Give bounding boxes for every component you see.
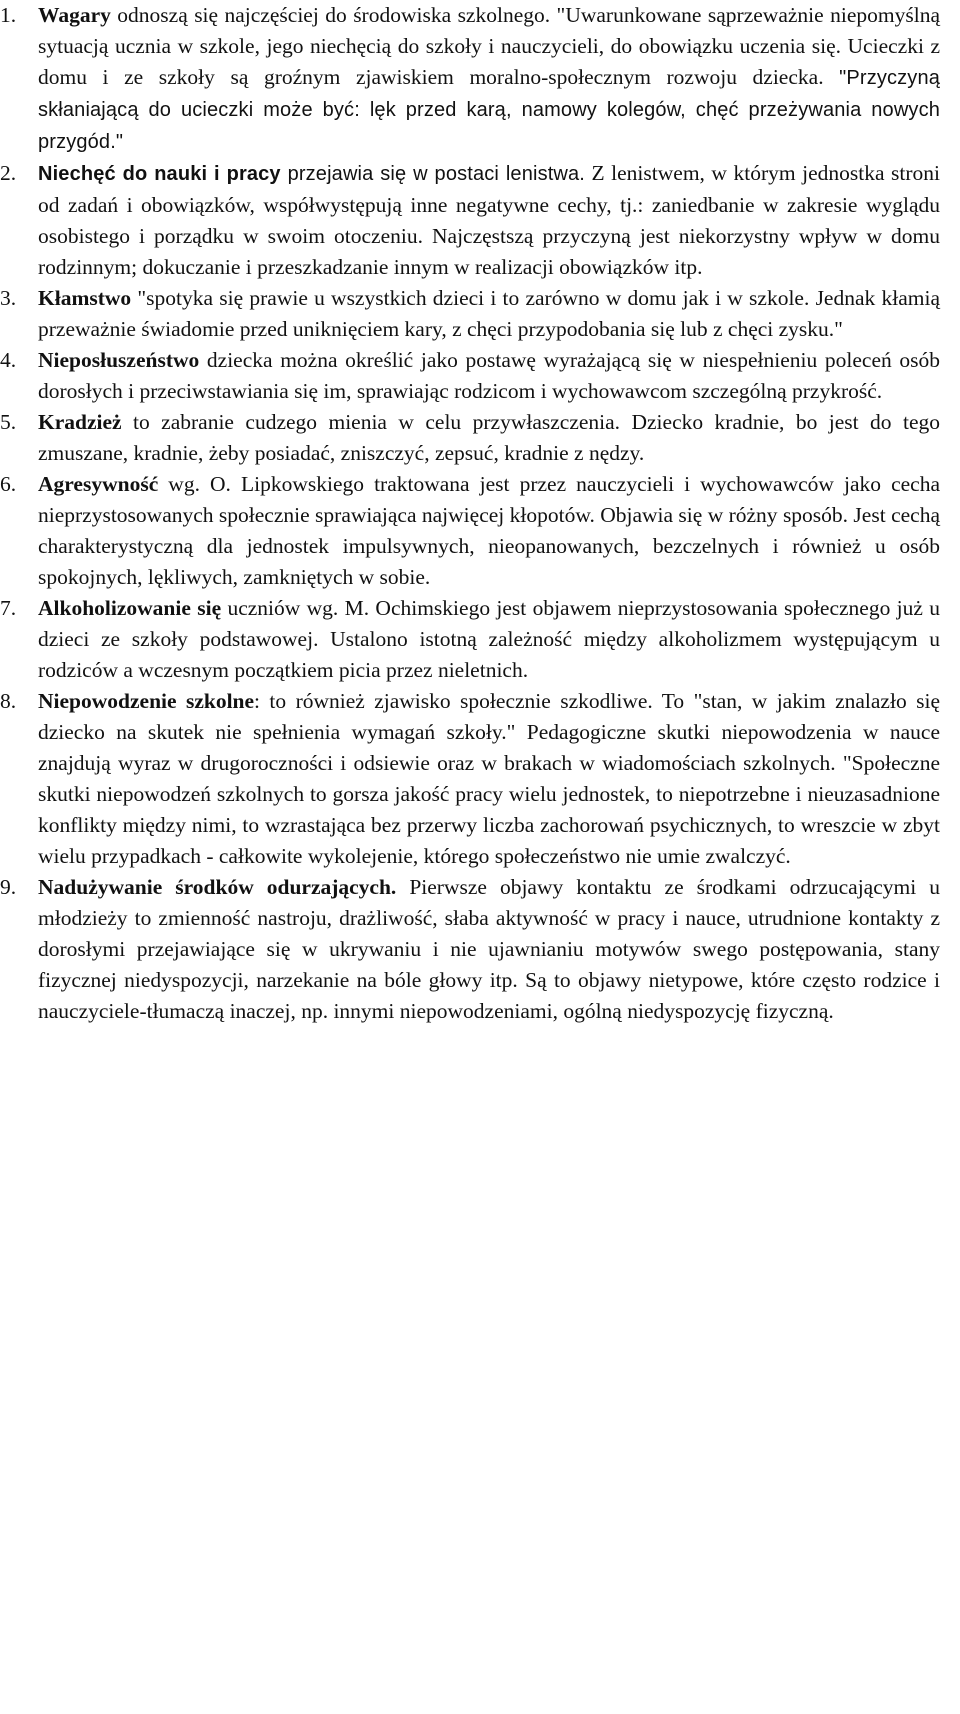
list-item-7 xyxy=(0,593,940,686)
item-text: odnoszą się najczęściej do środowiska szkolnego. "Uwarunkowane sąprzeważnie niepomyślną sytuacją ucznia w szkole, jego niechęcią do szkoły i nauczycieli, do obowiązku uczenia się. Ucieczki z domu i ze szkoły są groźnym zjawiskiem moralno-społecznym rozwoju dziecka. xyxy=(38,3,940,89)
list-item-1 xyxy=(0,0,940,158)
item-body xyxy=(38,593,940,686)
item-term: Niechęć do nauki i pracy xyxy=(38,163,281,185)
item-text: to zabranie cudzego mienia w celu przywłaszczenia. Dziecko kradnie, bo jest do tego zmuszane, kradnie, żeby posiadać, zniszczyć, zepsuć, kradnie z nędzy. xyxy=(38,410,940,465)
list-item-9 xyxy=(0,872,940,1027)
item-term: Wagary xyxy=(38,3,111,27)
item-body xyxy=(38,0,940,158)
item-body xyxy=(38,686,940,872)
item-term: Nadużywanie środków odurzających. xyxy=(38,875,397,899)
item-term: Nieposłuszeństwo xyxy=(38,348,200,372)
item-number: 8. xyxy=(0,689,17,713)
list-item-5 xyxy=(0,407,940,469)
list-item-6 xyxy=(0,469,940,593)
item-body xyxy=(38,345,940,407)
item-text: wg. O. Lipkowskiego traktowana jest przez nauczycieli i wychowawców jako cecha nieprzystosowanych społecznie sprawiająca najwięcej kłopotów. Objawia się w różny sposób. Jest cechą charakterystyczną dla jednostek impulsywnych, nieopanowanych, bezczelnych i również u osób spokojnych, lękliwych, zamkniętych w sobie. xyxy=(38,472,940,589)
list-item-8 xyxy=(0,686,940,872)
item-number: 7. xyxy=(0,596,17,620)
item-text-lead: przejawia się w postaci lenistwa. xyxy=(280,163,585,185)
list-item-4 xyxy=(0,345,940,407)
item-number: 5. xyxy=(0,410,17,434)
item-number: 6. xyxy=(0,472,17,496)
item-number: 1. xyxy=(0,3,17,27)
item-body xyxy=(38,872,940,1027)
item-term: Agresywność xyxy=(38,472,159,496)
item-body xyxy=(38,469,940,593)
list-item-3 xyxy=(0,283,940,345)
item-number: 9. xyxy=(0,875,17,899)
item-term: Niepowodzenie szkolne xyxy=(38,689,255,713)
item-number: 2. xyxy=(0,161,17,185)
item-body xyxy=(38,158,940,283)
item-text: : to również zjawisko społecznie szkodliwe. To "stan, w jakim znalazło się dziecko na skutek nie spełnienia wymagań szkoły." Pedagogiczne skutki niepowodzenia w nauce znajdują wyraz w drugoroczności i odsiewie oraz w brakach w wiadomościach szkolnych. "Społeczne skutki niepowodzeń szkolnych to gorsza jakość pracy wielu jednostek, to niepotrzebne i nieuzasadnione konflikty między nimi, to wzrastająca bez przerwy liczba zachorowań psychicznych, to wreszcie w zbyt wielu przypadkach - całkowite wykolejenie, którego społeczeństwo nie umie zwalczyć. xyxy=(38,689,940,868)
item-term: Kradzież xyxy=(38,410,122,434)
list-item-2 xyxy=(0,158,940,283)
item-text: Z lenistwem, w którym jednostka stroni od zadań i obowiązków, współwystępują inne negatywne cechy, tj.: zaniedbanie w zakresie wyglądu osobistego i porządku w swoim otoczeniu. Najczęstszą przyczyną jest niekorzystny wpływ w domu rodzinnym; dokuczanie i przeszkadzanie innym w realizacji obowiązków itp. xyxy=(38,161,940,279)
item-body xyxy=(38,407,940,469)
item-text: Pierwsze objawy kontaktu ze środkami odrzucającymi u młodzieży to zmienność nastroju, drażliwość, słaba aktywność w pracy i nauce, utrudnione kontakty z dorosłymi przejawiające się w ukrywaniu i nie ujawnianiu motywów swego postępowania, stany fizycznej niedyspozycji, narzekanie na bóle głowy itp. Są to objawy nietypowe, które często rodzice i nauczyciele-tłumaczą inaczej, np. innymi niepowodzeniami, ogólną niedyspozycję fizyczną. xyxy=(38,875,940,1023)
item-number: 4. xyxy=(0,348,17,372)
item-text: uczniów wg. M. Ochimskiego jest objawem nieprzystosowania społecznego już u dzieci ze szkoły podstawowej. Ustalono istotną zależność między alkoholizmem występującym u rodziców a wczesnym początkiem picia przez nieletnich. xyxy=(38,596,940,682)
item-term: Alkoholizowanie się xyxy=(38,596,222,620)
item-term: Kłamstwo xyxy=(38,286,132,310)
item-quote: "Przyczyną skłaniającą do ucieczki może być: lęk przed karą, namowy kolegów, chęć przeżywania nowych przygód." xyxy=(38,67,940,153)
item-text: "spotyka się prawie u wszystkich dzieci i to zarówno w domu jak i w szkole. Jednak kłamią przeważnie świadomie przed uniknięciem kary, z chęci przypodobania się lub z chęci zysku." xyxy=(38,286,940,341)
item-body xyxy=(38,283,940,345)
item-text: dziecka można określić jako postawę wyrażającą się w niespełnieniu poleceń osób dorosłych i przeciwstawiania się im, sprawiając rodzicom i wychowawcom szczególną przykrość. xyxy=(38,348,940,403)
item-number: 3. xyxy=(0,286,17,310)
